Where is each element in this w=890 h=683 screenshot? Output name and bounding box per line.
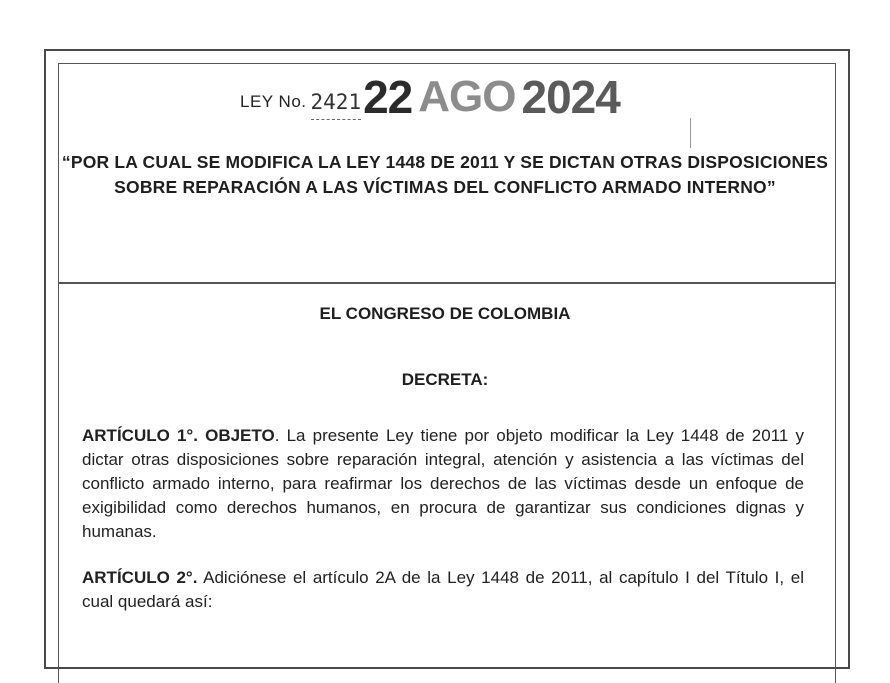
article-2-heading: ARTÍCULO 2°. — [82, 568, 198, 587]
article-1 — [82, 424, 804, 544]
article-2 — [82, 566, 804, 614]
law-number-line — [240, 71, 620, 123]
law-number-label: LEY No. — [240, 92, 307, 111]
law-title: “POR LA CUAL SE MODIFICA LA LEY 1448 DE 2011 Y SE DICTAN OTRAS DISPOSICIONES SOBRE REPARACIÓN A LAS VÍCTIMAS DEL CONFLICTO ARMADO INTERNO” — [61, 152, 829, 197]
decree-heading: DECRETA: — [401, 370, 489, 389]
article-2-text: Adiciónese el artículo 2A de la Ley 1448 de 2011, al capítulo I del Título I, el cual quedará así: — [82, 568, 804, 611]
article-1-text: . La presente Ley tiene por objeto modificar la Ley 1448 de 2011 y dictar otras disposiciones sobre reparación integral, atención y asistencia a las víctimas del conflicto armado interno, para reafirmar los derechos de las víctimas desde un enfoque de exigibilidad como derechos humanos, en procura de garantizar sus condiciones dignas y humanas. — [82, 426, 804, 541]
article-1-heading: ARTÍCULO 1°. OBJETO — [82, 426, 275, 445]
date-stamp-month: AGO — [418, 72, 516, 121]
law-number: 2421 — [311, 90, 362, 120]
date-stamp-day: 22 — [363, 71, 413, 123]
issuer-heading: EL CONGRESO DE COLOMBIA — [319, 304, 571, 323]
date-stamp-year: 2024 — [521, 71, 620, 123]
pen-mark — [690, 118, 691, 148]
